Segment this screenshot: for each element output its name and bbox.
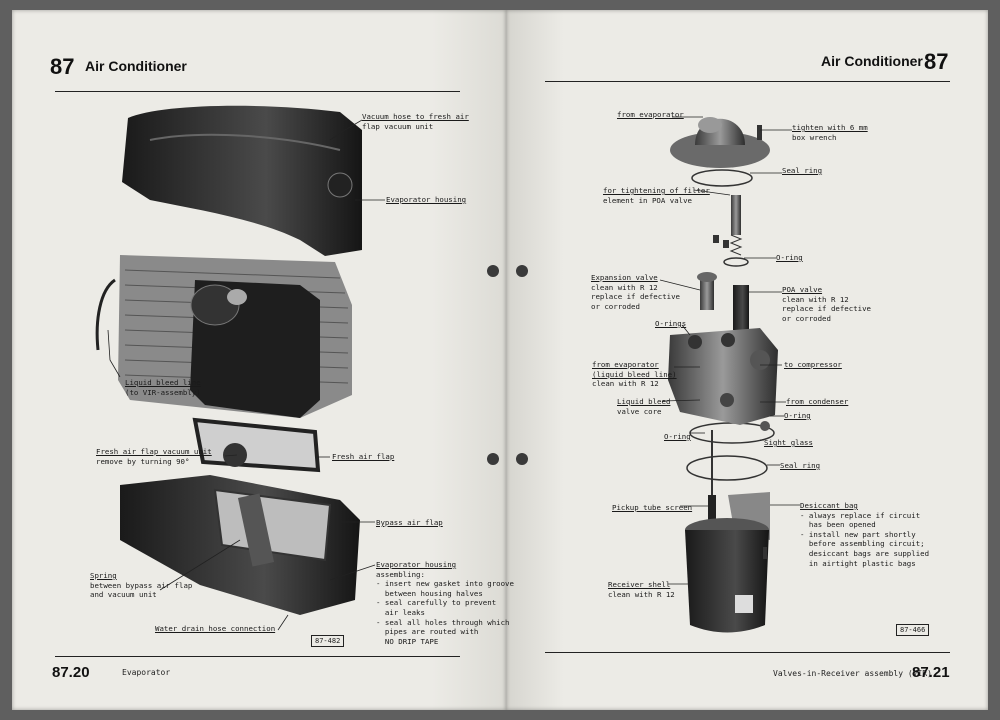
right-footer-number: 87.21: [912, 664, 950, 681]
label-tighten-wrench: tighten with 6 mm box wrench: [792, 123, 868, 142]
label-evap-housing-assembly: Evaporator housing assembling: - insert new gasket into groove between housing halves - seal carefully to prevent air leaks - seal all holes through which pipes are routed with NO DRIP TAPE: [376, 560, 514, 646]
label-liquid-bleed-core: Liquid bleed valve core: [617, 397, 671, 416]
vir-pickup-tube: [708, 430, 716, 523]
label-pickup-tube: Pickup tube screen: [612, 503, 693, 512]
vir-valves: [697, 272, 749, 330]
label-expansion-valve: Expansion valve clean with R 12 replace if defective or corroded: [591, 273, 680, 311]
label-desiccant-bag: Desiccant bag - always replace if circuit has been opened - install new part shortly before assembling circuit; desiccant bags are supplied in airtight plastic bags: [800, 501, 930, 568]
label-bypass-air-flap: Bypass air flap: [376, 518, 443, 527]
label-fresh-air-vacuum: Fresh air flap vacuum unit remove by turning 90°: [96, 447, 212, 466]
label-from-evaporator-top: from evaporator: [617, 110, 684, 119]
label-to-compressor: to compressor: [784, 360, 842, 369]
label-water-drain: Water drain hose connection: [155, 624, 276, 633]
label-sight-glass: Sight glass: [764, 438, 813, 447]
label-seal-ring-top: Seal ring: [782, 166, 823, 175]
left-figure-number: 87-482: [311, 635, 344, 647]
left-header-title: Air Conditioner: [85, 58, 187, 74]
evaporator-housing-cover: [122, 106, 362, 256]
right-figure-number: 87-466: [896, 624, 929, 636]
right-footer-text: Valves-in-Receiver assembly (VIR): [773, 669, 932, 678]
label-vacuum-hose: Vacuum hose to fresh air flap vacuum unit: [362, 112, 469, 131]
vir-seals: [687, 170, 774, 480]
right-header-number: 87: [924, 49, 949, 74]
label-spring: Spring between bypass air flap and vacuum unit: [90, 571, 193, 600]
left-header-number: 87: [50, 54, 75, 79]
label-o-ring-top: O-ring: [776, 253, 803, 262]
left-footer-number: 87.20: [52, 664, 90, 681]
label-evaporator-housing: Evaporator housing: [386, 195, 467, 204]
vir-receiver-shell: [685, 492, 770, 633]
label-liquid-bleed-line: Liquid bleed line (to VIR-assembly): [125, 378, 201, 397]
label-from-evaporator-mid: from evaporator (liquid bleed line) clean with R 12: [592, 360, 677, 389]
left-footer-text: Evaporator: [122, 668, 171, 677]
vir-filter-stem: [713, 195, 741, 255]
right-header-title: Air Conditioner: [821, 53, 923, 69]
vir-body: [668, 328, 778, 431]
vir-cap: [670, 117, 770, 168]
label-fresh-air-flap: Fresh air flap: [332, 452, 395, 461]
label-o-ring-mid: O-ring: [784, 411, 811, 420]
label-filter-tightening: for tightening of filter element in POA valve: [603, 186, 710, 205]
label-o-rings: O-rings: [655, 319, 687, 328]
label-poa-valve: POA valve clean with R 12 replace if defective or corroded: [782, 285, 871, 323]
label-receiver-shell: Receiver shell clean with R 12: [608, 580, 675, 599]
label-seal-ring-bottom: Seal ring: [780, 461, 821, 470]
label-o-ring-left: O-ring: [664, 432, 691, 441]
label-from-condenser: from condenser: [786, 397, 849, 406]
